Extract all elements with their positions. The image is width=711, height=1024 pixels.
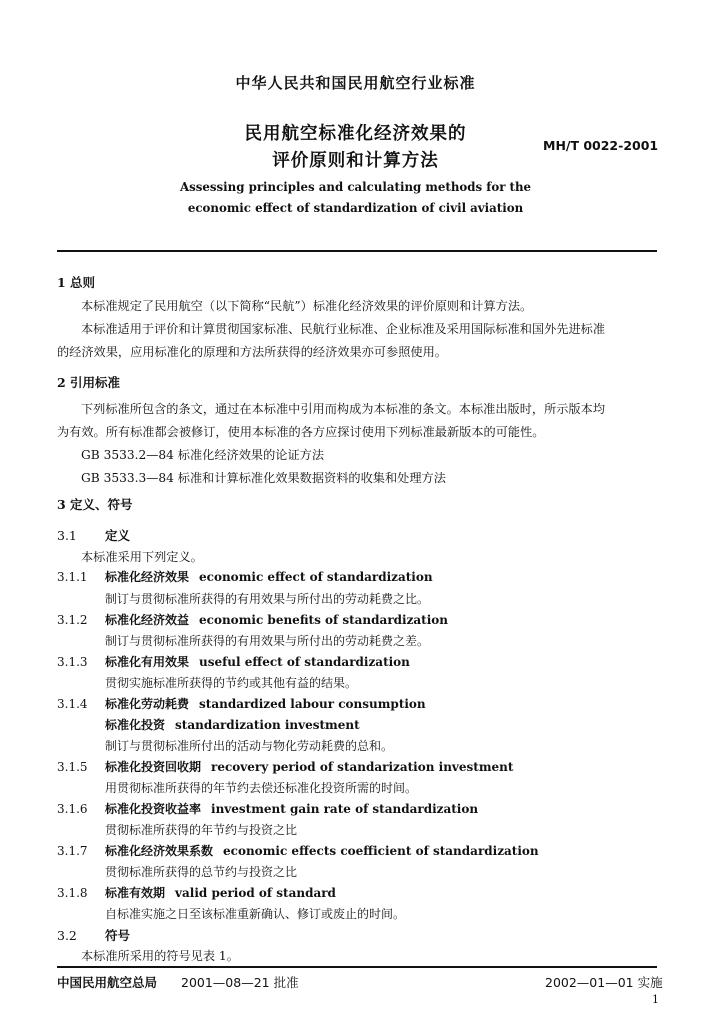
term-3-1-2	[57, 611, 448, 628]
english-title-line2: economic effect of standardization of civil aviation	[187, 201, 524, 215]
term-english: standardized labour consumption	[199, 697, 426, 711]
term-3-1-7	[57, 842, 539, 859]
term-3-1-5-definition: 用贯彻标准所获得的年节约去偿还标准化投资所需的时间。	[105, 781, 418, 795]
term-english: valid period of standard	[175, 886, 336, 900]
subsection-3-2-heading	[57, 926, 130, 944]
reference-standard-2: GB 3533.3—84 标准和计算标准化效果数据资料的收集和处理方法	[81, 471, 446, 485]
implementation-date: 2002—01—01 实施	[545, 975, 663, 990]
section-1-body	[57, 295, 660, 364]
term-number: 3.1.3	[57, 655, 88, 669]
term-chinese: 标准化投资收益率	[105, 802, 202, 816]
section-2-paragraph-line2: 为有效。所有标准都会被修订，使用本标准的各方应探讨使用下列标准最新版本的可能性。	[57, 425, 545, 439]
term-3-1-6-definition: 贯彻标准所获得的年节约与投资之比	[105, 823, 298, 837]
term-chinese: 标准化有用效果	[105, 655, 190, 669]
term-number: 3.1.4	[57, 697, 88, 711]
footer-divider	[57, 966, 657, 968]
term-english-synonym: standardization investment	[175, 718, 360, 732]
section-2-body	[57, 398, 660, 490]
reference-standard-1: GB 3533.2—84 标准化经济效果的论证方法	[81, 448, 325, 462]
subsection-title: 定义	[105, 528, 131, 543]
term-3-1-7-definition: 贯彻标准所获得的总节约与投资之比	[105, 865, 298, 879]
term-3-1-2-definition: 制订与贯彻标准所获得的有用效果与所付出的劳动耗费之差。	[105, 634, 430, 648]
term-english: recovery period of standarization investment	[211, 760, 514, 774]
term-chinese: 标准化劳动耗费	[105, 697, 190, 711]
term-3-1-4-definition: 制订与贯彻标准所付出的活动与物化劳动耗费的总和。	[105, 739, 394, 753]
header-divider	[57, 250, 657, 252]
page-number: 1	[652, 993, 659, 1006]
section-1-heading: 1 总则	[57, 275, 96, 290]
term-chinese: 标准化投资回收期	[105, 760, 202, 774]
term-number: 3.1.7	[57, 844, 88, 858]
term-3-1-5	[57, 758, 513, 775]
term-chinese: 标准化经济效果系数	[105, 844, 214, 858]
section-2-heading: 2 引用标准	[57, 375, 121, 390]
section-1-paragraph-1: 本标准规定了民用航空（以下简称“民航”）标准化经济效果的评价原则和计算方法。	[81, 299, 533, 313]
term-3-1-4	[57, 695, 426, 712]
section-2-paragraph-line1: 下列标准所包含的条文，通过在本标准中引用而构成为本标准的条文。本标准出版时，所示版本均	[81, 402, 606, 416]
term-3-1-8	[57, 884, 336, 901]
term-english: useful effect of standardization	[199, 655, 410, 669]
term-english: investment gain rate of standardization	[211, 802, 479, 816]
term-number: 3.1.2	[57, 613, 88, 627]
term-3-1-1	[57, 568, 433, 585]
term-number: 3.1.6	[57, 802, 88, 816]
term-3-1-6	[57, 800, 478, 817]
term-3-1-3-definition: 贯彻实施标准所获得的节约或其他有益的结果。	[105, 676, 358, 690]
subsection-3-1-text: 本标准采用下列定义。	[81, 550, 203, 564]
term-chinese: 标准化经济效果	[105, 570, 190, 584]
section-3-heading: 3 定义、符号	[57, 497, 133, 512]
subsection-3-2-text: 本标准所采用的符号见表 1。	[81, 949, 239, 963]
term-number: 3.1.8	[57, 886, 88, 900]
term-number: 3.1.1	[57, 570, 88, 584]
term-chinese: 标准有效期	[105, 886, 166, 900]
term-english: economic effect of standardization	[199, 570, 433, 584]
section-1-paragraph-2-line1: 本标准适用于评价和计算贯彻国家标准、民航行业标准、企业标准及采用国际标准和国外先进标准	[81, 322, 606, 336]
term-3-1-8-definition: 自标准实施之日至该标准重新确认、修订或废止的时间。	[105, 907, 406, 921]
subsection-title: 符号	[105, 928, 131, 943]
section-1-paragraph-2-line2: 的经济效果，应用标准化的原理和方法所获得的经济效果亦可参照使用。	[57, 345, 447, 359]
issuing-authority: 中国民用航空总局	[57, 975, 158, 990]
standard-category-title: 中华人民共和国民用航空行业标准	[235, 74, 476, 92]
term-number: 3.1.5	[57, 760, 88, 774]
subsection-number: 3.1	[57, 528, 77, 543]
term-3-1-1-definition: 制订与贯彻标准所获得的有用效果与所付出的劳动耗费之比。	[105, 592, 430, 606]
term-chinese-synonym: 标准化投资	[105, 718, 166, 732]
term-3-1-4-synonym	[105, 716, 360, 733]
approval-date: 2001—08—21 批准	[181, 975, 299, 990]
term-3-1-3	[57, 653, 410, 670]
document-title-line1: 民用航空标准化经济效果的	[244, 124, 467, 144]
term-chinese: 标准化经济效益	[105, 613, 190, 627]
standard-number: MH/T 0022-2001	[543, 138, 659, 153]
term-english: economic effects coefficient of standardization	[223, 844, 539, 858]
subsection-3-1-heading	[57, 526, 130, 544]
term-english: economic benefits of standardization	[199, 613, 449, 627]
document-title-line2: 评价原则和计算方法	[272, 151, 439, 171]
subsection-number: 3.2	[57, 928, 77, 943]
english-title-line1: Assessing principles and calculating methods for the	[179, 180, 532, 194]
